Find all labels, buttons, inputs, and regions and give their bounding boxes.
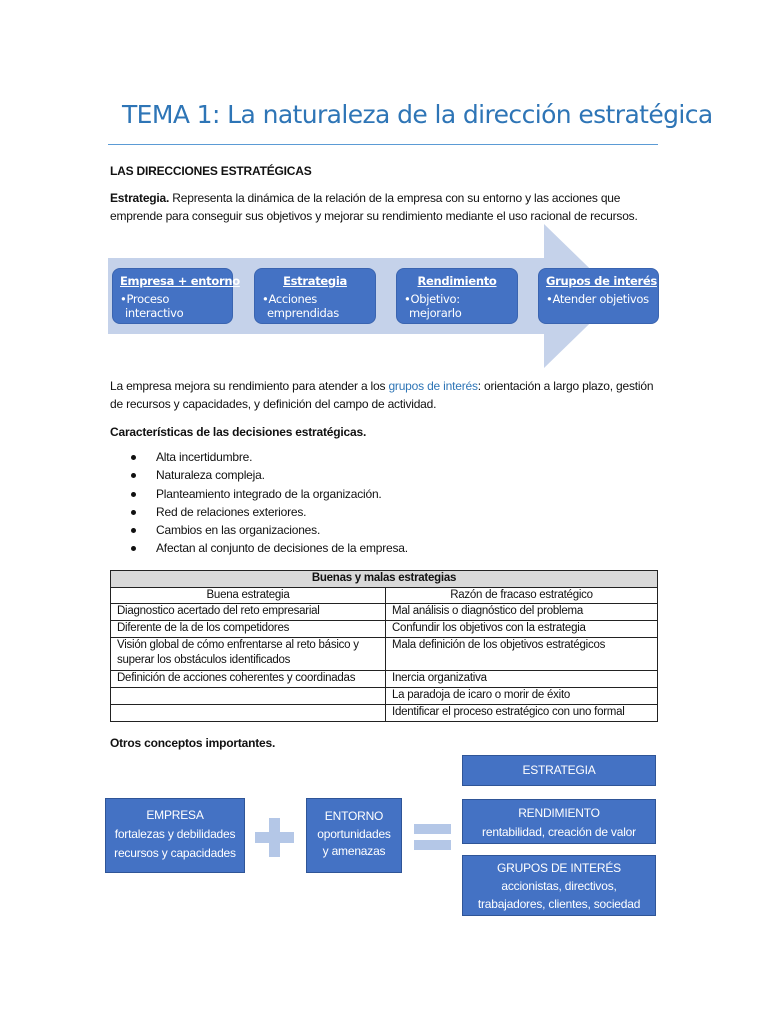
process-box-rendimiento — [396, 268, 518, 324]
process-box-item: •Proceso — [120, 292, 170, 306]
process-box-estrategia — [254, 268, 376, 324]
list-item: Planteamiento integrado de la organización. — [131, 487, 408, 505]
entorno-line1: oportunidades — [317, 827, 391, 841]
table-cell: Inercia organizativa — [386, 671, 658, 688]
table-cell — [111, 688, 386, 705]
grupos-line1: accionistas, directivos, — [501, 879, 617, 893]
process-box-item: •Atender objetivos — [546, 292, 649, 306]
estrategia-line2: emprende para conseguir sus objetivos y mejorar su rendimiento mediante el uso racional de recursos. — [110, 209, 638, 223]
process-box-empresa-entorno — [112, 268, 240, 324]
table-cell: Identificar el proceso estratégico con uno formal — [386, 705, 658, 722]
table-row — [111, 688, 658, 705]
grupos-interes-box — [462, 855, 656, 916]
table-cell: Definición de acciones coherentes y coordinadas — [111, 671, 386, 688]
title-lead: TEMA 1: — [122, 100, 220, 129]
process-box-title: Grupos de interés — [546, 274, 657, 288]
rendimiento-line1: rentabilidad, creación de valor — [482, 825, 636, 839]
equals-icon — [414, 824, 451, 834]
table-header: Buena estrategia — [111, 588, 386, 604]
process-box-title: Estrategia — [283, 274, 347, 288]
entorno-line2: y amenazas — [322, 844, 386, 858]
empresa-line2: recursos y capacidades — [114, 846, 236, 860]
table-cell: Visión global de cómo enfrentarse al reto básico y superar los obstáculos identificados — [111, 638, 386, 671]
title-rest: La naturaleza de la dirección estratégica — [219, 100, 713, 129]
table-row — [111, 621, 658, 638]
empresa-line1: fortalezas y debilidades — [114, 827, 236, 841]
plus-icon — [269, 818, 280, 857]
estrategia-label: Estrategia. — [110, 191, 170, 205]
entorno-box — [306, 798, 402, 873]
process-box-item: emprendidas — [267, 306, 339, 320]
table-cell: Mal análisis o diagnóstico del problema — [386, 604, 658, 621]
table-cell: La paradoja de icaro o morir de éxito — [386, 688, 658, 705]
mejora-line2: de recursos y capacidades, y definición del campo de actividad. — [110, 397, 437, 411]
list-item: Naturaleza compleja. — [131, 468, 408, 486]
table-cell: Diagnostico acertado del reto empresarial — [111, 604, 386, 621]
table-header: Razón de fracaso estratégico — [386, 588, 658, 604]
rendimiento-title: RENDIMIENTO — [518, 806, 600, 820]
list-item: Cambios en las organizaciones. — [131, 523, 408, 541]
estrategias-table — [110, 570, 658, 722]
mejora-paragraph — [110, 377, 653, 413]
mejora-post: : orientación a largo plazo, gestión — [477, 379, 654, 393]
caracteristicas-list — [131, 450, 408, 560]
estrategia-box — [462, 755, 656, 786]
table-cell: Diferente de la de los competidores — [111, 621, 386, 638]
estrategia-paragraph — [110, 189, 638, 225]
page-title — [122, 100, 713, 129]
process-box-title: Rendimiento — [417, 274, 497, 288]
table-row — [111, 671, 658, 688]
process-box-title: Empresa + entorno — [120, 274, 240, 288]
process-box-item: •Objetivo: — [404, 292, 460, 306]
table-cell: Confundir los objetivos con la estrategia — [386, 621, 658, 638]
mejora-pre: La empresa mejora su rendimiento para atender a los — [110, 379, 389, 393]
equals-icon-bar — [414, 840, 451, 850]
table-caption: Buenas y malas estrategias — [111, 571, 658, 588]
list-item: Red de relaciones exteriores. — [131, 505, 408, 523]
otros-heading: Otros conceptos importantes. — [110, 736, 276, 750]
title-divider — [108, 144, 658, 145]
table-row — [111, 604, 658, 621]
list-item: Afectan al conjunto de decisiones de la empresa. — [131, 541, 408, 559]
list-item: Alta incertidumbre. — [131, 450, 408, 468]
estrategia-line1: Representa la dinámica de la relación de la empresa con su entorno y las acciones que — [169, 191, 621, 205]
section-heading: LAS DIRECCIONES ESTRATÉGICAS — [110, 164, 312, 178]
table-cell — [111, 705, 386, 722]
table-row — [111, 705, 658, 722]
rendimiento-box — [462, 799, 656, 844]
process-box-item: •Acciones — [262, 292, 317, 306]
estrategia-box-title: ESTRATEGIA — [522, 763, 596, 777]
table-row — [111, 638, 658, 671]
empresa-title: EMPRESA — [146, 808, 204, 822]
grupos-interes-link[interactable]: grupos de interés — [388, 379, 478, 393]
caracteristicas-heading: Características de las decisiones estratégicas. — [110, 425, 367, 439]
process-box-grupos-interes — [538, 268, 659, 324]
process-box-item: interactivo — [125, 306, 184, 320]
grupos-line2: trabajadores, clientes, sociedad — [477, 897, 641, 911]
entorno-title: ENTORNO — [324, 809, 384, 823]
grupos-title: GRUPOS DE INTERÉS — [497, 861, 621, 875]
empresa-box — [105, 798, 245, 873]
process-box-item: mejorarlo — [409, 306, 462, 320]
table-cell: Mala definición de los objetivos estratégicos — [386, 638, 658, 671]
